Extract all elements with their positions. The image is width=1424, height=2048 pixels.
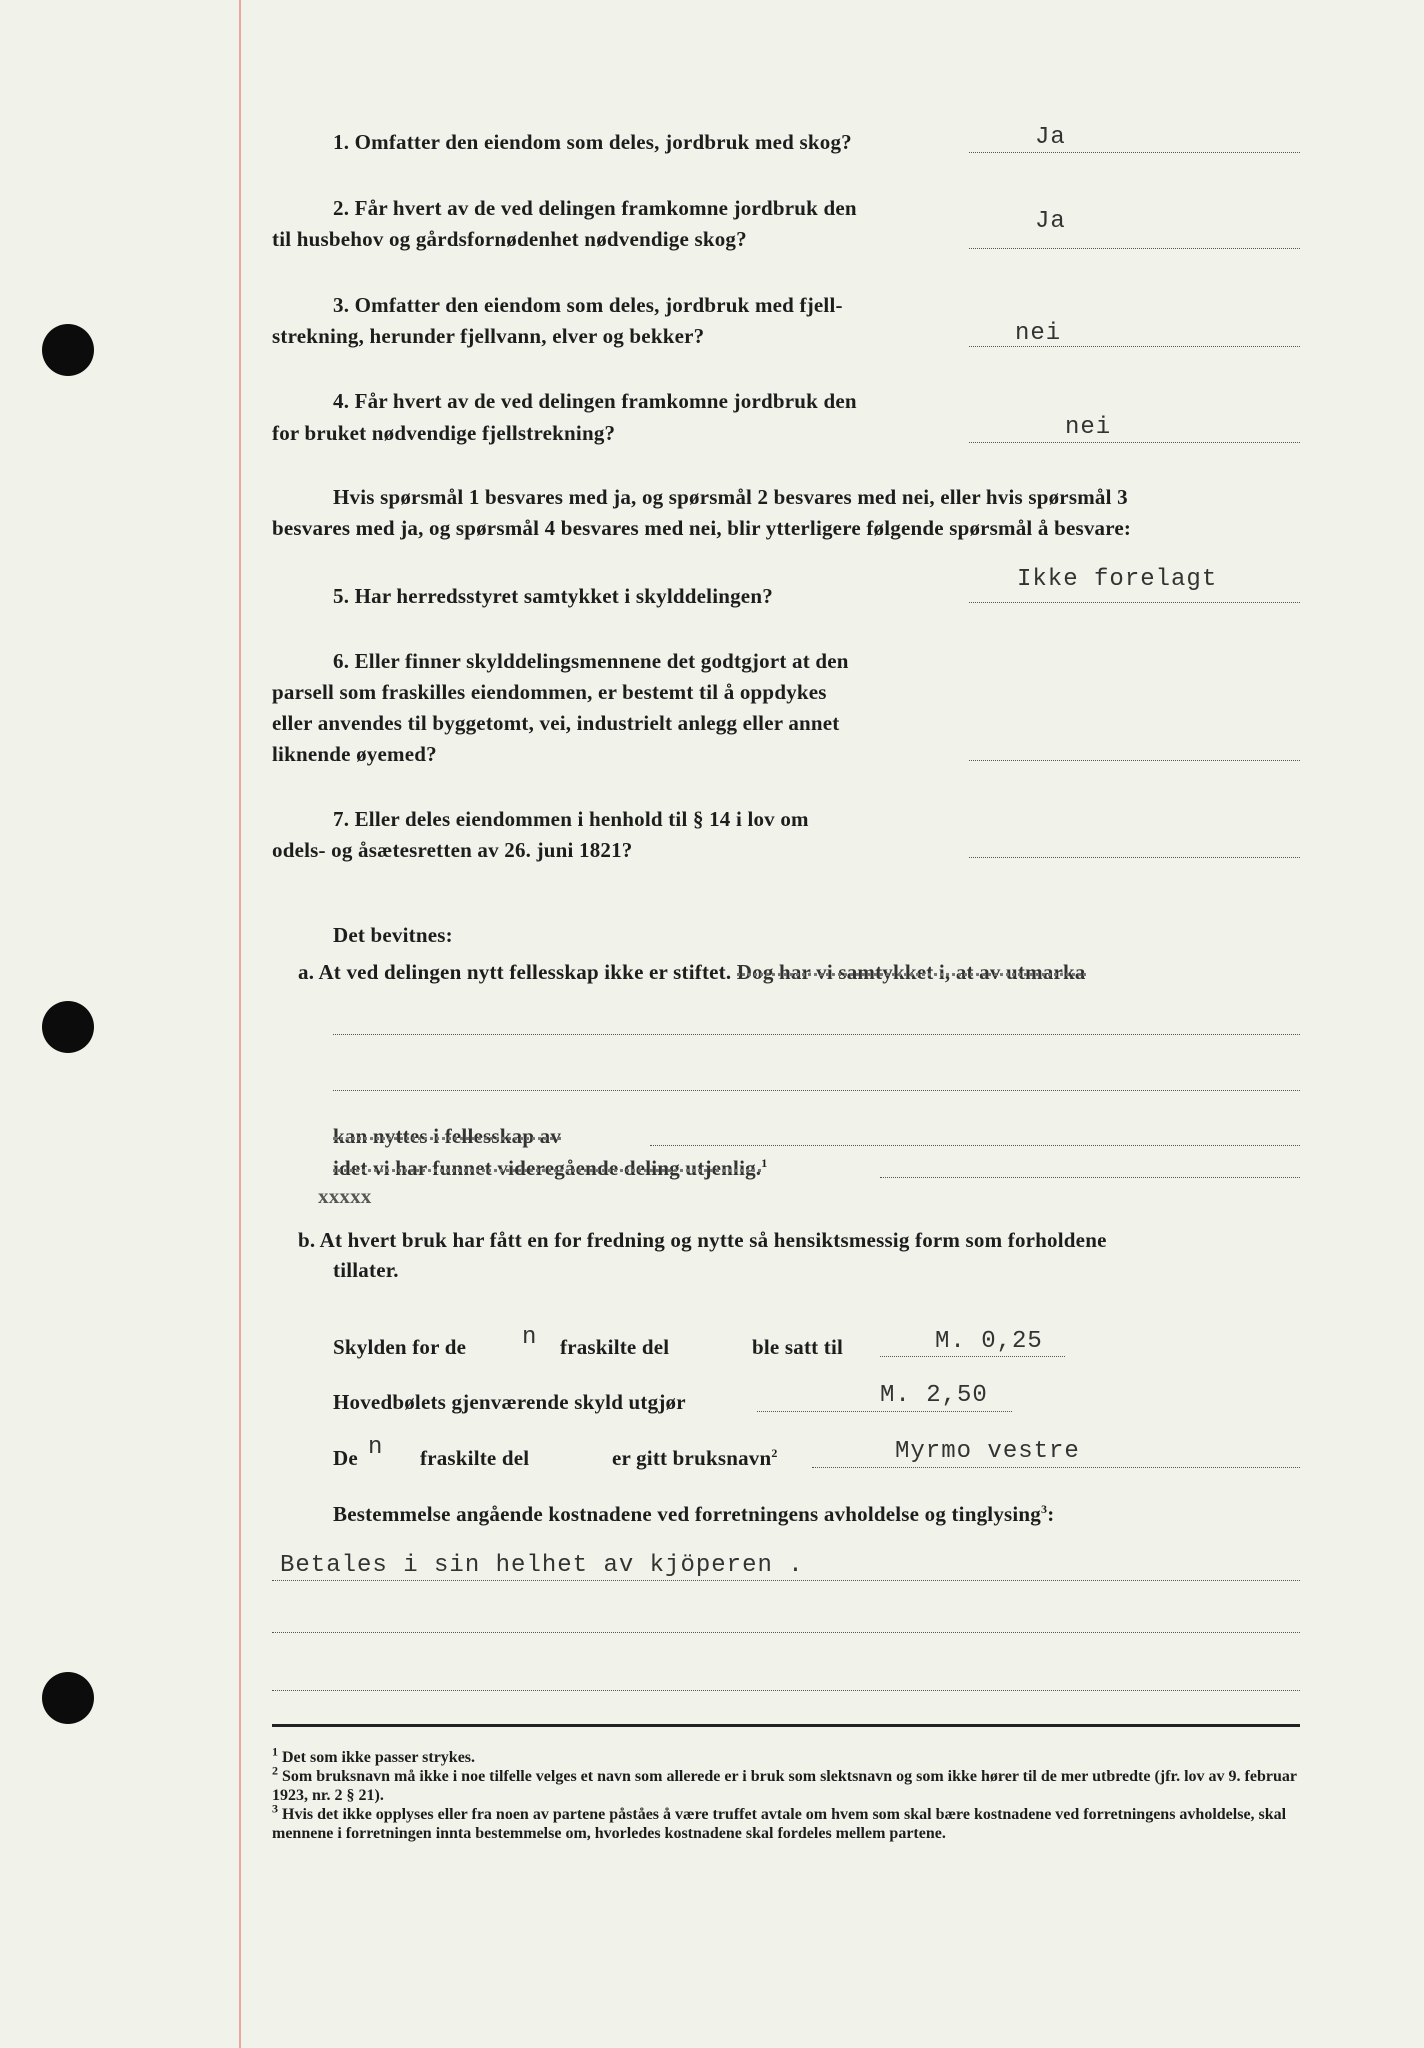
punch-hole (42, 1672, 94, 1724)
question-6-cont: parsell som fraskilles eiendommen, er bestemt til å oppdykes (272, 680, 827, 704)
question-6: 6. Eller finner skylddelingsmennene det godtgjort at den (333, 649, 849, 673)
fill-line (333, 1090, 1300, 1091)
bestemmelse-text: Bestemmelse angående kostnadene ved forretningens avholdelse og tinglysing (333, 1502, 1042, 1526)
fill-line (757, 1411, 1012, 1412)
bruksnavn-label-3 (612, 1446, 778, 1470)
footnote-rule (272, 1724, 1300, 1727)
footnote-text: Det som ikke passer strykes. (282, 1749, 476, 1766)
footnote-text: Hvis det ikke opplyses eller fra noen av partene påståes å være truffet avtale om hvem som skal bære kostnadene ved forretningens avholdelse, skal mennene i forretningen innta bestemmelse om, hvorledes kostnadene skal fordeles mellem partene. (272, 1806, 1287, 1842)
struck-line-3 (333, 1156, 767, 1180)
question-5: 5. Har herredsstyret samtykket i skylddelingen? (333, 584, 773, 608)
bevitnes-heading: Det bevitnes: (333, 923, 453, 947)
bruksnavn-fill: n (368, 1434, 384, 1461)
punch-hole (42, 324, 94, 376)
item-b-cont: tillater. (333, 1258, 399, 1282)
fill-line (880, 1177, 1300, 1178)
skyld-label: Skylden for de (333, 1335, 467, 1359)
answer-5: Ikke forelagt (1017, 566, 1218, 593)
question-2-cont: til husbehov og gårdsfornødenhet nødvendige skog? (272, 227, 747, 251)
question-4-cont: for bruket nødvendige fjellstrekning? (272, 421, 616, 445)
struck-text: kan nyttes i fellesskap av (333, 1124, 562, 1148)
question-3-cont: strekning, herunder fjellvann, elver og bekker? (272, 324, 705, 348)
question-6-cont: eller anvendes til byggetomt, vei, industrielt anlegg eller annet (272, 711, 840, 735)
item-b: b. At hvert bruk har fått en for fredning og nytte så hensiktsmessig form som forholdene (298, 1228, 1107, 1252)
footnote-1 (272, 1744, 1302, 1767)
bruksnavn-label-text: er gitt bruksnavn (612, 1446, 772, 1470)
question-6-cont: liknende øyemed? (272, 742, 437, 766)
question-4: 4. Får hvert av de ved delingen framkomne jordbruk den (333, 389, 857, 413)
answer-line (969, 760, 1300, 761)
fill-line (650, 1145, 1300, 1146)
bruksnavn-label-2: fraskilte del (420, 1446, 530, 1470)
answer-3: nei (1015, 320, 1062, 347)
intro-line-1: Hvis spørsmål 1 besvares med ja, og spørsmål 2 besvares med nei, eller hvis spørsmål 3 (333, 485, 1128, 509)
footnote-ref: 1 (761, 1156, 768, 1170)
struck-text: Dog har vi samtykket i, at av utmarka (736, 960, 1086, 984)
skyld-value: M. 0,25 (935, 1328, 1043, 1355)
fill-line (333, 1034, 1300, 1035)
footnote-ref: 2 (771, 1446, 778, 1460)
answer-line (969, 857, 1300, 858)
footnote-number: 2 (272, 1763, 278, 1778)
item-a (298, 960, 1086, 984)
skyld-label-3: ble satt til (752, 1335, 844, 1359)
bruksnavn-value: Myrmo vestre (895, 1438, 1080, 1465)
overtyped-x: xxxxx (318, 1184, 372, 1208)
fill-line (812, 1467, 1300, 1468)
answer-2: Ja (1035, 208, 1066, 235)
bruksnavn-label: De (333, 1446, 358, 1470)
footnote-number: 3 (272, 1801, 278, 1816)
question-7: 7. Eller deles eiendommen i henhold til § 14 i lov om (333, 807, 809, 831)
footnote-2 (272, 1763, 1302, 1805)
footnote-3 (272, 1801, 1302, 1843)
bestemmelse-value: Betales i sin helhet av kjöperen . (280, 1552, 804, 1579)
skyld-fill: n (522, 1324, 538, 1351)
hovedbol-label: Hovedbølets gjenværende skyld utgjør (333, 1390, 686, 1414)
red-margin-line (239, 0, 241, 2048)
question-2: 2. Får hvert av de ved delingen framkomne jordbruk den (333, 196, 857, 220)
answer-line (969, 248, 1300, 249)
intro-line-2: besvares med ja, og spørsmål 4 besvares med nei, blir ytterligere følgende spørsmål å besvare: (272, 516, 1132, 540)
struck-line-2 (333, 1124, 561, 1148)
answer-4: nei (1065, 414, 1112, 441)
skyld-label-2: fraskilte del (560, 1335, 670, 1359)
fill-line (272, 1690, 1300, 1691)
hovedbol-value: M. 2,50 (880, 1382, 988, 1409)
footnote-text: Som bruksnavn må ikke i noe tilfelle velges et navn som allerede er i bruk som slektsnavn og som ikke hører til de mer utbredte (jfr. lov av 9. februar 1923, nr. 2 § 21). (272, 1768, 1297, 1804)
question-3: 3. Omfatter den eiendom som deles, jordbruk med fjell- (333, 293, 843, 317)
footnote-number: 1 (272, 1744, 278, 1759)
answer-line (969, 602, 1300, 603)
question-7-cont: odels- og åsætesretten av 26. juni 1821? (272, 838, 633, 862)
bestemmelse-label: Bestemmelse angående kostnadene ved forretningens avholdelse og tinglysing$^3$: (333, 1502, 1055, 1526)
footnotes (272, 1744, 1302, 1843)
question-1: 1. Omfatter den eiendom som deles, jordbruk med skog? (333, 130, 852, 154)
punch-hole (42, 1001, 94, 1053)
answer-line (969, 442, 1300, 443)
fill-line (272, 1580, 1300, 1581)
fill-line (880, 1356, 1065, 1357)
struck-text: idet vi har funnet videregående deling utjenlig. (333, 1156, 762, 1180)
fill-line (272, 1632, 1300, 1633)
footnote-ref: 3 (1041, 1502, 1048, 1516)
answer-line (969, 152, 1300, 153)
answer-1: Ja (1035, 124, 1066, 151)
item-a-text: a. At ved delingen nytt fellesskap ikke er stiftet. (298, 960, 732, 984)
